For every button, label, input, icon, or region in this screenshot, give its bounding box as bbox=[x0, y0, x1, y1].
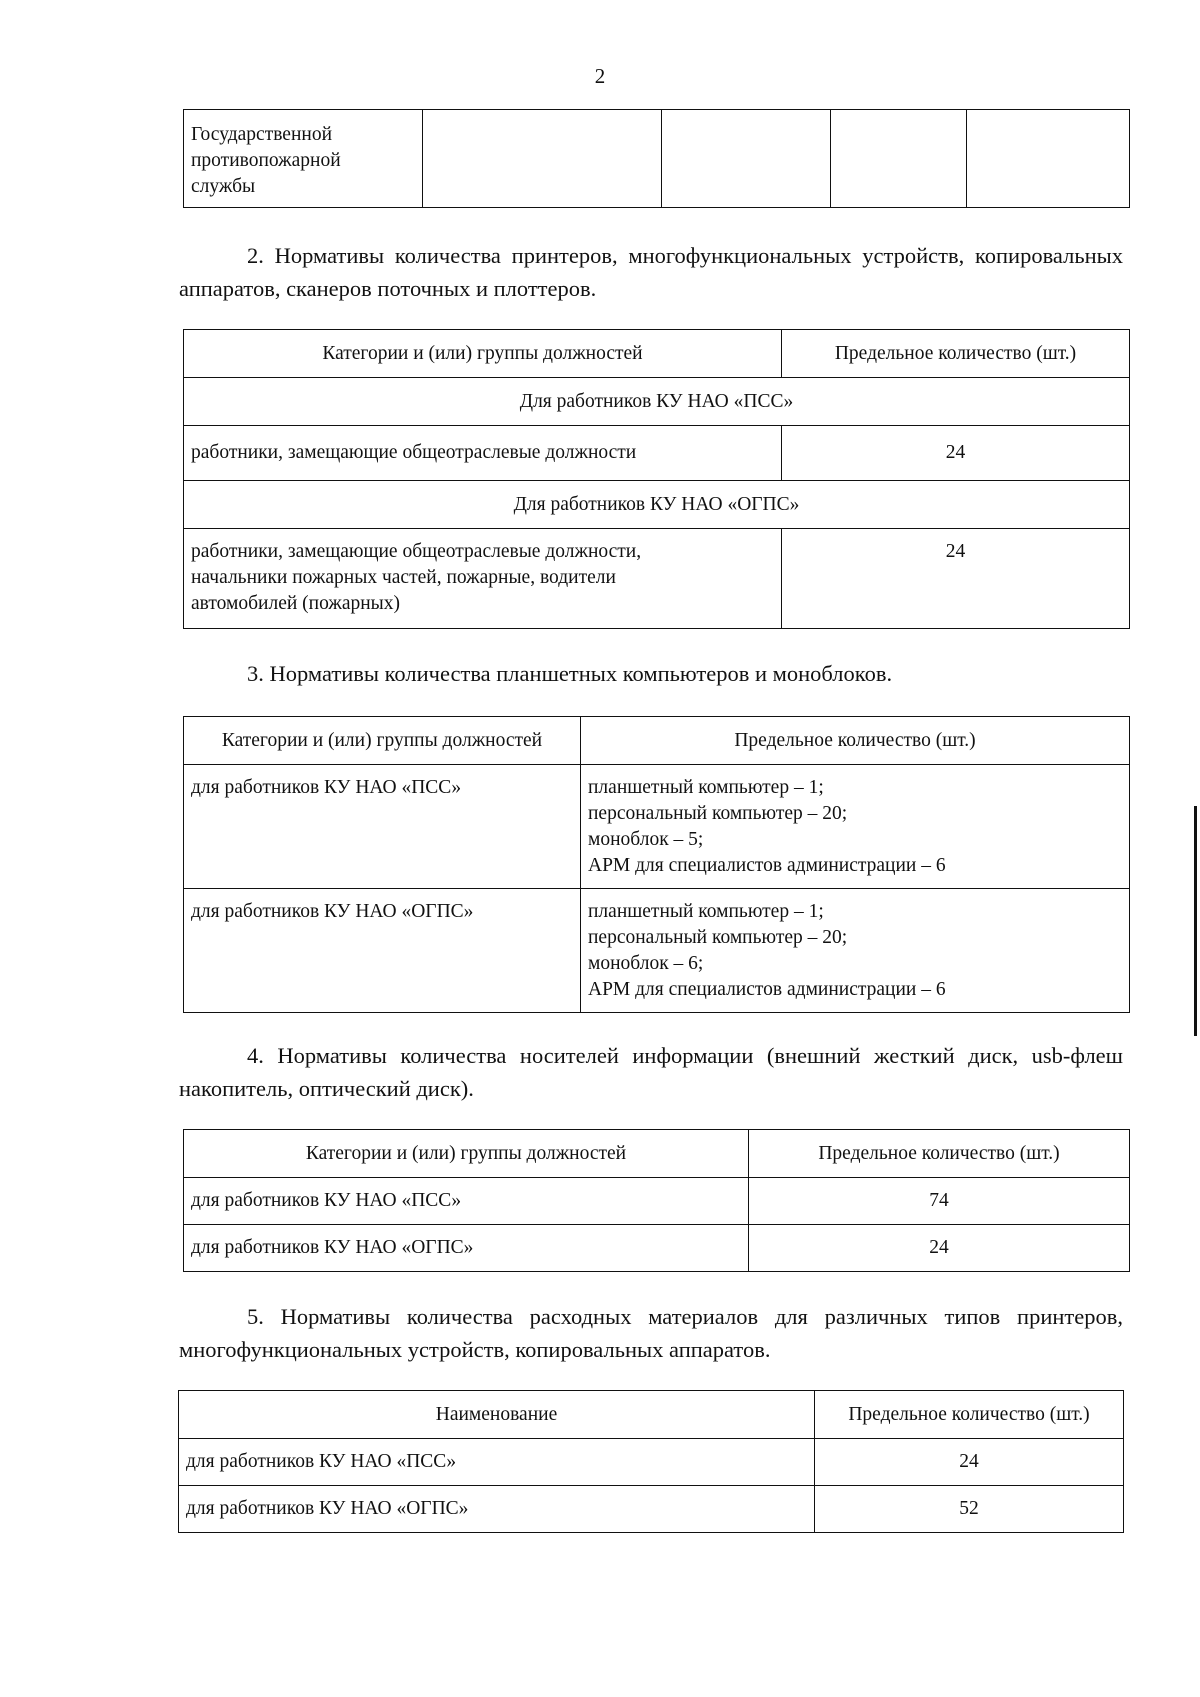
section3-header-quantity: Предельное количество (шт.) bbox=[581, 717, 1130, 765]
section2-group-title: Для работников КУ НАО «ПСС» bbox=[184, 378, 1130, 426]
section4-heading: 4. Нормативы количества носителей информации (внешний жесткий диск, usb-флеш накопитель, оптический диск). bbox=[179, 1043, 1123, 1101]
section3-header-category: Категории и (или) группы должностей bbox=[184, 717, 581, 765]
section4-table bbox=[183, 1129, 1130, 1272]
section2-quantity-cell: 24 bbox=[782, 529, 1130, 629]
section3-item: моноблок – 6; bbox=[588, 953, 704, 974]
section5-quantity-cell: 52 bbox=[815, 1486, 1124, 1533]
section3-item: АРМ для специалистов администрации – 6 bbox=[588, 855, 946, 876]
section3-table bbox=[183, 716, 1130, 1013]
carry-over-cell bbox=[184, 110, 423, 208]
section3-quantity-cell bbox=[581, 765, 1130, 889]
section5-quantity-cell: 24 bbox=[815, 1439, 1124, 1486]
section2-header-category: Категории и (или) группы должностей bbox=[184, 330, 782, 378]
empty-cell bbox=[423, 110, 662, 208]
section2-category-line: работники, замещающие общеотраслевые должности, bbox=[191, 541, 642, 562]
section4-header-quantity: Предельное количество (шт.) bbox=[749, 1130, 1130, 1178]
scan-margin-mark bbox=[1194, 806, 1197, 1036]
page-number: 2 bbox=[594, 64, 606, 88]
section2-category-line: автомобилей (пожарных) bbox=[191, 593, 401, 614]
section3-category-cell: для работников КУ НАО «ПСС» bbox=[184, 765, 581, 889]
empty-cell bbox=[662, 110, 831, 208]
carry-over-line: Государственной bbox=[191, 124, 333, 145]
section3-category-cell: для работников КУ НАО «ОГПС» bbox=[184, 889, 581, 1013]
empty-cell bbox=[967, 110, 1130, 208]
section5-heading: 5. Нормативы количества расходных материалов для различных типов принтеров, многофункциональных устройств, копировальных аппаратов. bbox=[179, 1304, 1123, 1362]
section2-category-line: начальники пожарных частей, пожарные, водители bbox=[191, 567, 616, 588]
section5-category-cell: для работников КУ НАО «ОГПС» bbox=[179, 1486, 815, 1533]
section3-item: планшетный компьютер – 1; bbox=[588, 777, 824, 798]
section3-item: планшетный компьютер – 1; bbox=[588, 901, 824, 922]
section3-item: моноблок – 5; bbox=[588, 829, 704, 850]
section4-category-cell: для работников КУ НАО «ПСС» bbox=[184, 1178, 749, 1225]
carry-over-line: противопожарной bbox=[191, 150, 341, 171]
section2-category-cell: работники, замещающие общеотраслевые должности bbox=[184, 426, 782, 481]
section3-item: персональный компьютер – 20; bbox=[588, 803, 848, 824]
empty-cell bbox=[831, 110, 967, 208]
section5-category-cell: для работников КУ НАО «ПСС» bbox=[179, 1439, 815, 1486]
section2-header-quantity: Предельное количество (шт.) bbox=[782, 330, 1130, 378]
section2-heading: 2. Нормативы количества принтеров, многофункциональных устройств, копировальных аппаратов, сканеров поточных и плоттеров. bbox=[179, 243, 1123, 301]
section4-quantity-cell: 74 bbox=[749, 1178, 1130, 1225]
section3-item: АРМ для специалистов администрации – 6 bbox=[588, 979, 946, 1000]
carry-over-line: службы bbox=[191, 176, 256, 197]
section3-quantity-cell bbox=[581, 889, 1130, 1013]
section2-quantity-cell: 24 bbox=[782, 426, 1130, 481]
section5-header-quantity: Предельное количество (шт.) bbox=[815, 1391, 1124, 1439]
carry-over-table bbox=[183, 109, 1130, 208]
section2-category-cell bbox=[184, 529, 782, 629]
section4-header-category: Категории и (или) группы должностей bbox=[184, 1130, 749, 1178]
section4-quantity-cell: 24 bbox=[749, 1225, 1130, 1272]
section5-header-name: Наименование bbox=[179, 1391, 815, 1439]
section3-item: персональный компьютер – 20; bbox=[588, 927, 848, 948]
section5-table bbox=[178, 1390, 1124, 1533]
section4-category-cell: для работников КУ НАО «ОГПС» bbox=[184, 1225, 749, 1272]
section2-group-title: Для работников КУ НАО «ОГПС» bbox=[184, 481, 1130, 529]
section3-heading: 3. Нормативы количества планшетных компьютеров и моноблоков. bbox=[247, 661, 893, 686]
section2-table bbox=[183, 329, 1130, 629]
